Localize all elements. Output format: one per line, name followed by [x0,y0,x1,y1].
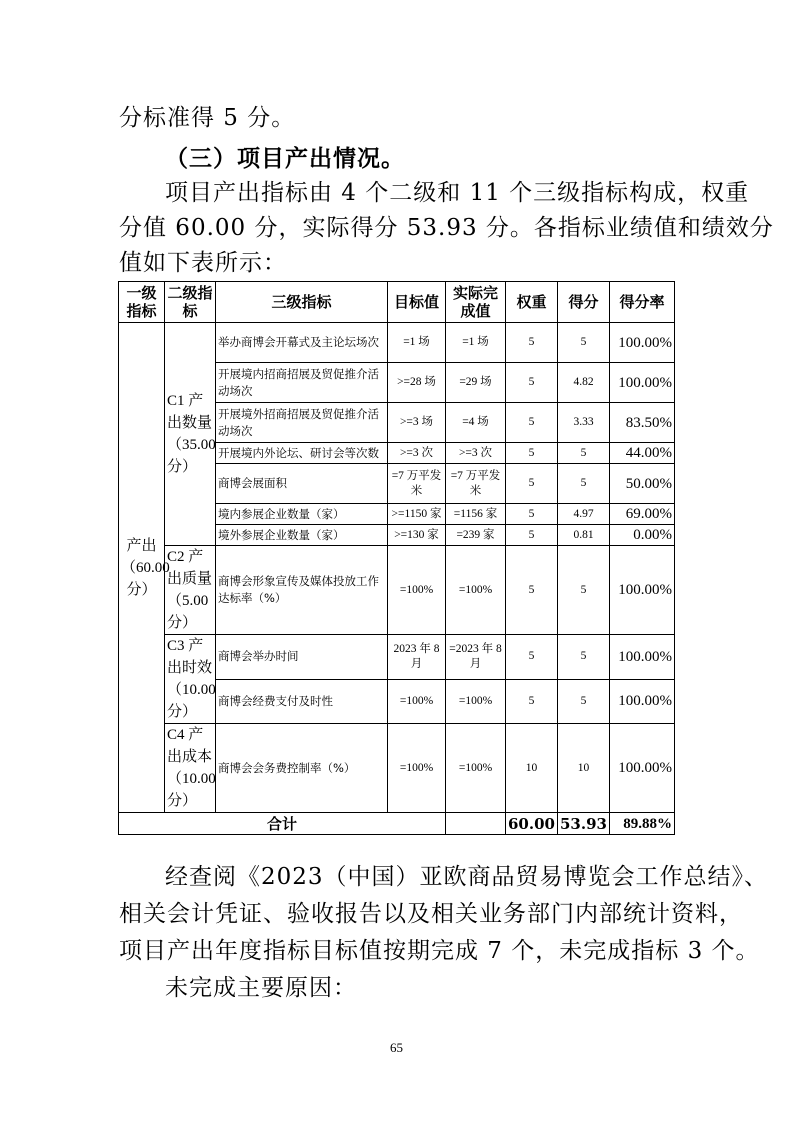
indicator-table [118,281,675,835]
rate-cell: 44.00% [610,443,675,464]
header-target: 目标值 [388,282,446,323]
paragraph-line: 项目产出指标由 4 个二级和 11 个三级指标构成，权重 [165,180,750,206]
weight-cell: 5 [506,679,558,724]
header-weight: 权重 [506,282,558,323]
rate-cell: 100.00% [610,635,675,680]
score-cell: 0.81 [558,525,610,546]
target-cell: 2023 年 8 月 [388,635,446,680]
indicator-cell: 商博会展面积 [216,464,388,504]
target-cell: >=3 场 [388,403,446,443]
total-weight: 60.00 [506,813,558,835]
indicator-cell: 开展境内招商招展及贸促推介活动场次 [216,363,388,403]
target-cell: =100% [388,679,446,724]
target-cell: =7 万平发米 [388,464,446,504]
indicator-cell: 举办商博会开幕式及主论坛场次 [216,323,388,363]
actual-cell: =7 万平发米 [446,464,506,504]
score-cell: 5 [558,323,610,363]
level2-cell: C2 产出质量（5.00 分） [165,546,216,635]
indicator-cell: 开展境内外论坛、研讨会等次数 [216,443,388,464]
level1-cell: 产出（60.00 分） [119,323,165,813]
table-row [119,546,675,635]
weight-cell: 5 [506,443,558,464]
rate-cell: 100.00% [610,546,675,635]
total-row [119,813,675,835]
level2-cell: C3 产出时效（10.00 分） [165,635,216,724]
indicator-cell: 开展境外招商招展及贸促推介活动场次 [216,403,388,443]
actual-cell: =1 场 [446,323,506,363]
table-header-row [119,282,675,323]
weight-cell: 5 [506,464,558,504]
total-label: 合计 [119,813,446,835]
actual-cell: =239 家 [446,525,506,546]
paragraph-line: 值如下表所示： [119,250,287,276]
indicator-cell: 商博会形象宣传及媒体投放工作达标率（%） [216,546,388,635]
weight-cell: 5 [506,546,558,635]
weight-cell: 5 [506,323,558,363]
rate-cell: 100.00% [610,724,675,813]
indicator-cell: 境内参展企业数量（家） [216,504,388,525]
page-number: 65 [390,1040,403,1055]
actual-cell: =100% [446,679,506,724]
actual-cell: =100% [446,724,506,813]
indicator-cell: 商博会会务费控制率（%） [216,724,388,813]
header-level1: 一级指标 [119,282,165,323]
score-cell: 4.97 [558,504,610,525]
indicator-cell: 境外参展企业数量（家） [216,525,388,546]
paragraph-line: 经查阅《2023（中国）亚欧商品贸易博览会工作总结》、 [165,864,769,890]
table-row [119,635,675,680]
score-cell: 3.33 [558,403,610,443]
target-cell: >=1150 家 [388,504,446,525]
score-cell: 5 [558,464,610,504]
actual-cell: >=3 次 [446,443,506,464]
rate-cell: 50.00% [610,464,675,504]
paragraph-line: 相关会计凭证、验收报告以及相关业务部门内部统计资料， [119,901,743,927]
header-level2: 二级指标 [165,282,216,323]
target-cell: >=28 场 [388,363,446,403]
indicator-cell: 商博会经费支付及时性 [216,679,388,724]
total-score: 53.93 [558,813,610,835]
rate-cell: 100.00% [610,323,675,363]
target-cell: =1 场 [388,323,446,363]
header-actual: 实际完成值 [446,282,506,323]
score-cell: 4.82 [558,363,610,403]
actual-cell: =100% [446,546,506,635]
paragraph-line: 分值 60.00 分，实际得分 53.93 分。各指标业绩值和绩效分 [119,215,774,241]
total-rate: 89.88% [610,813,675,835]
indicator-cell: 商博会举办时间 [216,635,388,680]
rate-cell: 100.00% [610,363,675,403]
weight-cell: 5 [506,635,558,680]
level2-cell: C1 产出数量（35.00 分） [165,323,216,546]
score-cell: 5 [558,679,610,724]
actual-cell: =1156 家 [446,504,506,525]
weight-cell: 5 [506,504,558,525]
total-blank [446,813,506,835]
weight-cell: 5 [506,525,558,546]
rate-cell: 69.00% [610,504,675,525]
paragraph-line: 分标准得 5 分。 [119,105,296,131]
actual-cell: =4 场 [446,403,506,443]
weight-cell: 10 [506,724,558,813]
level2-cell: C4 产出成本（10.00 分） [165,724,216,813]
header-score: 得分 [558,282,610,323]
section-heading: （三）项目产出情况。 [165,146,405,172]
target-cell: >=130 家 [388,525,446,546]
header-level3: 三级指标 [216,282,388,323]
rate-cell: 83.50% [610,403,675,443]
weight-cell: 5 [506,363,558,403]
score-cell: 5 [558,635,610,680]
table-row [119,724,675,813]
target-cell: =100% [388,546,446,635]
score-cell: 5 [558,443,610,464]
table-row [119,323,675,363]
target-cell: >=3 次 [388,443,446,464]
target-cell: =100% [388,724,446,813]
rate-cell: 100.00% [610,679,675,724]
rate-cell: 0.00% [610,525,675,546]
actual-cell: =2023 年 8 月 [446,635,506,680]
actual-cell: =29 场 [446,363,506,403]
score-cell: 5 [558,546,610,635]
paragraph-line: 未完成主要原因： [165,975,357,1001]
weight-cell: 5 [506,403,558,443]
score-cell: 10 [558,724,610,813]
paragraph-line: 项目产出年度指标目标值按期完成 7 个，未完成指标 3 个。 [119,938,760,964]
header-rate: 得分率 [610,282,675,323]
